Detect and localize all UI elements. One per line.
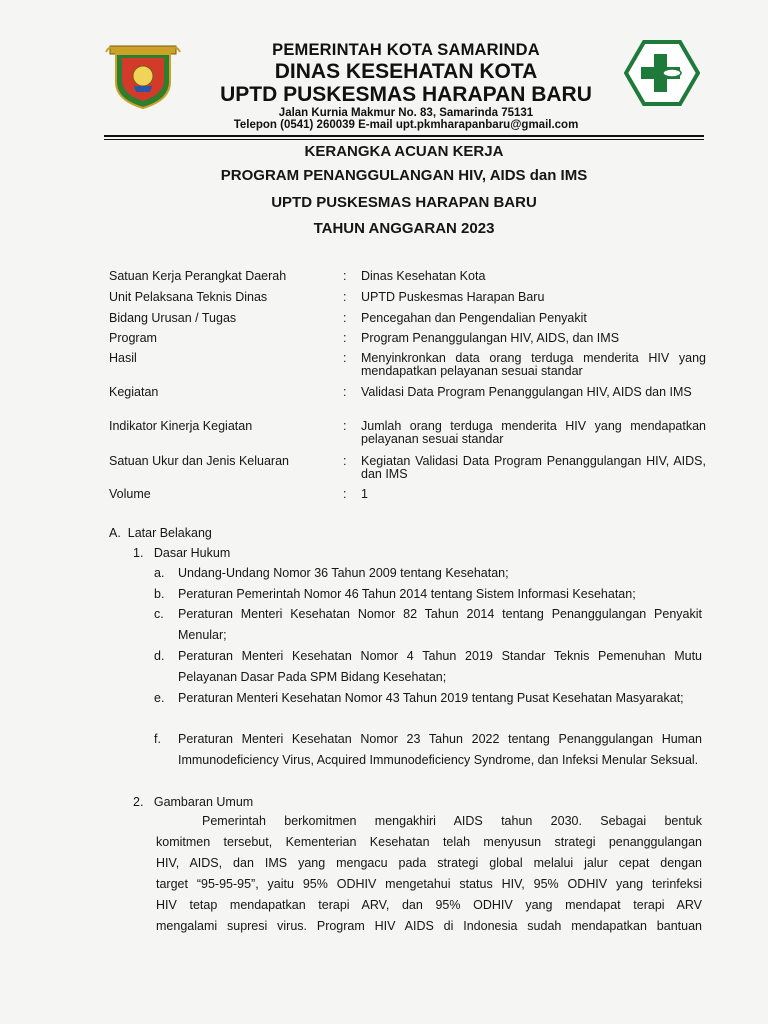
info-label: Satuan Kerja Perangkat Daerah	[109, 269, 287, 283]
document-program-title: PROGRAM PENANGGULANGAN HIV, AIDS dan IMS	[220, 167, 588, 184]
letterhead-unit: UPTD PUSKESMAS HARAPAN BARU	[220, 83, 592, 106]
overview-heading: 2. Gambaran Umum	[133, 795, 254, 809]
samarinda-city-crest-icon	[104, 42, 182, 110]
legal-basis-heading: 1. Dasar Hukum	[133, 546, 231, 560]
list-text: Peraturan Menteri Kesehatan Nomor 82 Tahun 2014 tentang Penanggulangan Penyakit Menular;	[178, 607, 702, 642]
info-value: Jumlah orang terduga menderita HIV yang mendapatkan pelayanan sesuai standar	[361, 419, 706, 446]
paragraph-line: HIV tetap mendapatkan terapi ARV, dan 95% ODHIV yang mendapat terapi ARV	[156, 898, 702, 912]
document-unit-title: UPTD PUSKESMAS HARAPAN BARU	[271, 194, 537, 211]
section-a-heading: A. Latar Belakang	[109, 526, 212, 540]
info-value: 1	[361, 487, 368, 501]
info-label: Volume	[109, 487, 151, 501]
info-value: UPTD Puskesmas Harapan Baru	[361, 290, 545, 304]
info-colon: :	[343, 385, 347, 399]
info-label: Hasil	[109, 351, 137, 365]
info-colon: :	[343, 487, 347, 501]
list-marker: b.	[154, 587, 165, 601]
list-marker: d.	[154, 649, 165, 663]
list-text: Undang-Undang Nomor 36 Tahun 2009 tentang Kesehatan;	[178, 566, 509, 580]
info-value: Menyinkronkan data orang terduga menderita HIV yang mendapatkan pelayanan sesuai standar	[361, 351, 706, 378]
paragraph-line: komitmen tersebut, Kementerian Kesehatan telah menyusun strategi penanggulangan	[156, 835, 702, 849]
paragraph-line: HIV, AIDS, dan IMS yang mengacu pada strategi global melalui jalur cepat dengan	[156, 856, 702, 870]
list-marker: e.	[154, 691, 165, 705]
info-value: Validasi Data Program Penanggulangan HIV, AIDS dan IMS	[361, 385, 692, 399]
paragraph-line: target “95-95-95”, yaitu 95% ODHIV mengetahui status HIV, 95% ODHIV yang terinfeksi	[156, 877, 702, 891]
info-label: Satuan Ukur dan Jenis Keluaran	[109, 454, 289, 468]
info-colon: :	[343, 419, 347, 433]
document-year-title: TAHUN ANGGARAN 2023	[313, 220, 495, 237]
document-title: KERANGKA ACUAN KERJA	[304, 143, 504, 160]
letterhead-agency: DINAS KESEHATAN KOTA	[274, 60, 538, 83]
letterhead-contact: Telepon (0541) 260039 E-mail upt.pkmharapanbaru@gmail.com	[233, 119, 579, 131]
info-label: Program	[109, 331, 157, 345]
paragraph-line: Pemerintah berkomitmen mengakhiri AIDS tahun 2030. Sebagai bentuk	[202, 814, 702, 828]
info-colon: :	[343, 351, 347, 365]
info-label: Unit Pelaksana Teknis Dinas	[109, 290, 268, 304]
list-text: Peraturan Menteri Kesehatan Nomor 4 Tahun 2019 Standar Teknis Pemenuhan Mutu Pelayanan Dasar Pada SPM Bidang Kesehatan;	[178, 649, 702, 684]
info-colon: :	[343, 454, 347, 468]
overview-paragraph	[156, 811, 702, 937]
list-marker: f.	[154, 732, 161, 746]
info-colon: :	[343, 290, 347, 304]
info-label: Kegiatan	[109, 385, 159, 399]
info-value: Pencegahan dan Pengendalian Penyakit	[361, 311, 587, 325]
info-colon: :	[343, 269, 347, 283]
letterhead-divider-thick	[104, 135, 704, 137]
info-value: Kegiatan Validasi Data Program Penanggulangan HIV, AIDS, dan IMS	[361, 454, 706, 481]
letterhead-government: PEMERINTAH KOTA SAMARINDA	[272, 41, 540, 59]
list-text: Peraturan Menteri Kesehatan Nomor 43 Tahun 2019 tentang Pusat Kesehatan Masyarakat;	[178, 691, 684, 705]
info-label: Indikator Kinerja Kegiatan	[109, 419, 253, 433]
info-colon: :	[343, 311, 347, 325]
list-marker: c.	[154, 607, 164, 621]
list-text: Peraturan Menteri Kesehatan Nomor 23 Tahun 2022 tentang Penanggulangan Human Immunodeficiency Virus, Acquired Immunodeficiency Syndrome, dan Infeksi Menular Seksual.	[178, 732, 702, 767]
info-value: Dinas Kesehatan Kota	[361, 269, 486, 283]
health-cross-emblem-icon	[624, 40, 700, 106]
letterhead-divider-thin	[104, 139, 704, 140]
list-text: Peraturan Pemerintah Nomor 46 Tahun 2014 tentang Sistem Informasi Kesehatan;	[178, 587, 636, 601]
info-colon: :	[343, 331, 347, 345]
list-marker: a.	[154, 566, 165, 580]
info-value: Program Penanggulangan HIV, AIDS, dan IMS	[361, 331, 620, 345]
paragraph-line: mengalami supresi virus. Program HIV AIDS di Indonesia sudah mendapatkan bantuan	[156, 919, 702, 933]
letterhead-address: Jalan Kurnia Makmur No. 83, Samarinda 75131	[278, 107, 534, 119]
info-label: Bidang Urusan / Tugas	[109, 311, 237, 325]
